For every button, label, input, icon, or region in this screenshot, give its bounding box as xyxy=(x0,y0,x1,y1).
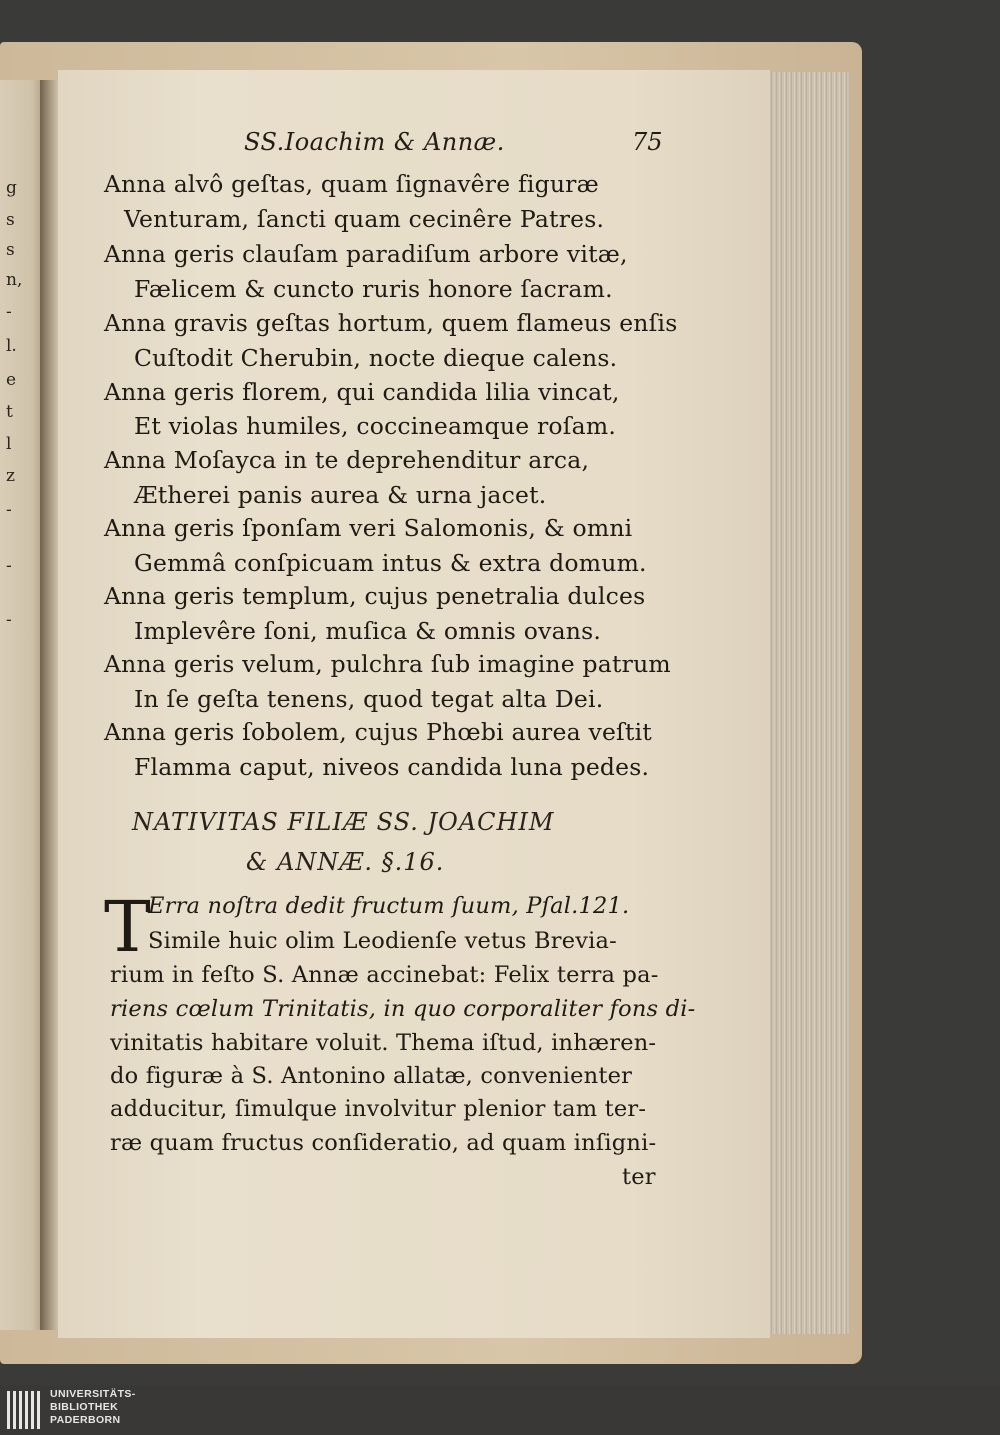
verse-line: Anna geris templum, cujus penetralia dulces xyxy=(104,582,646,610)
page-number: 75 xyxy=(632,128,663,156)
section-heading-subline: & ANNÆ. §.16. xyxy=(246,848,445,876)
verse-line: Implevêre ſoni, muſica & omnis ovans. xyxy=(134,617,602,645)
left-margin-char: n, xyxy=(6,270,23,290)
left-margin-char: l. xyxy=(6,336,17,356)
library-logo-text: BIBLIOTHEK xyxy=(50,1401,119,1413)
verse-line: Anna gravis geſtas hortum, quem flameus enſis xyxy=(104,309,678,337)
left-margin-char: - xyxy=(6,556,12,576)
left-margin-char: - xyxy=(6,610,12,630)
verse-line: Et violas humiles, coccineamque roſam. xyxy=(134,412,617,440)
running-head: SS.Ioachim & Annæ. xyxy=(244,128,505,156)
verse-line: Anna geris ſobolem, cujus Phœbi aurea veſtit xyxy=(104,718,652,746)
verse-line: Anna alvô geſtas, quam ſignavêre figuræ xyxy=(104,170,599,198)
prose-line: ræ quam fructus conſideratio, ad quam inſigni- xyxy=(110,1130,657,1156)
prose-line: rium in feſto S. Annæ accinebat: Felix terra pa- xyxy=(110,962,659,988)
left-margin-char: z xyxy=(6,466,15,486)
verse-line: Cuſtodit Cherubin, nocte dieque calens. xyxy=(134,344,618,372)
drop-cap: T xyxy=(104,886,151,968)
prose-line: Simile huic olim Leodienſe vetus Brevia- xyxy=(148,928,617,954)
left-margin-char: e xyxy=(6,370,17,390)
verse-line: Gemmâ conſpicuam intus & extra domum. xyxy=(134,549,647,577)
verse-line: Venturam, ſancti quam cecinêre Patres. xyxy=(124,205,605,233)
footer-bar xyxy=(0,1385,1000,1435)
left-margin-char: s xyxy=(6,210,15,230)
verse-line: Anna Moſayca in te deprehenditur arca, xyxy=(104,446,590,474)
verse-line: In ſe geſta tenens, quod tegat alta Dei. xyxy=(134,685,604,713)
left-margin-char: g xyxy=(6,178,17,198)
section-heading: NATIVITAS FILIÆ SS. JOACHIM xyxy=(132,808,555,836)
catchword: ter xyxy=(622,1164,656,1190)
prose-line: riens cœlum Trinitatis, in quo corporaliter fons di- xyxy=(110,996,696,1022)
verse-line: Anna geris ſponſam veri Salomonis, & omni xyxy=(104,514,633,542)
left-margin-char: - xyxy=(6,500,12,520)
left-margin-char: l xyxy=(6,434,12,454)
verse-line: Anna geris velum, pulchra ſub imagine patrum xyxy=(104,650,671,678)
left-margin-char: t xyxy=(6,402,13,422)
verse-line: Fælicem & cuncto ruris honore ſacram. xyxy=(134,275,613,303)
page-edges xyxy=(762,72,849,1334)
library-logo-icon xyxy=(6,1389,42,1431)
verse-line: Anna geris clauſam paradiſum arbore vitæ, xyxy=(104,240,628,268)
left-margin-char: - xyxy=(6,302,12,322)
library-logo-text: UNIVERSITÄTS- xyxy=(50,1388,136,1400)
verse-line: Anna geris florem, qui candida lilia vincat, xyxy=(104,378,620,406)
prose-line: do figuræ à S. Antonino allatæ, convenienter xyxy=(110,1063,633,1089)
left-margin-char: s xyxy=(6,240,15,260)
prose-line: vinitatis habitare voluit. Thema iſtud, inhæren- xyxy=(110,1030,657,1056)
prose-line: Erra noſtra dedit fructum ſuum, Pſal.121. xyxy=(148,893,630,919)
verse-line: Ætherei panis aurea & urna jacet. xyxy=(134,481,547,509)
prose-line: adducitur, ſimulque involvitur plenior tam ter- xyxy=(110,1096,647,1122)
library-logo-text: PADERBORN xyxy=(50,1414,121,1426)
verse-line: Flamma caput, niveos candida luna pedes. xyxy=(134,753,650,781)
